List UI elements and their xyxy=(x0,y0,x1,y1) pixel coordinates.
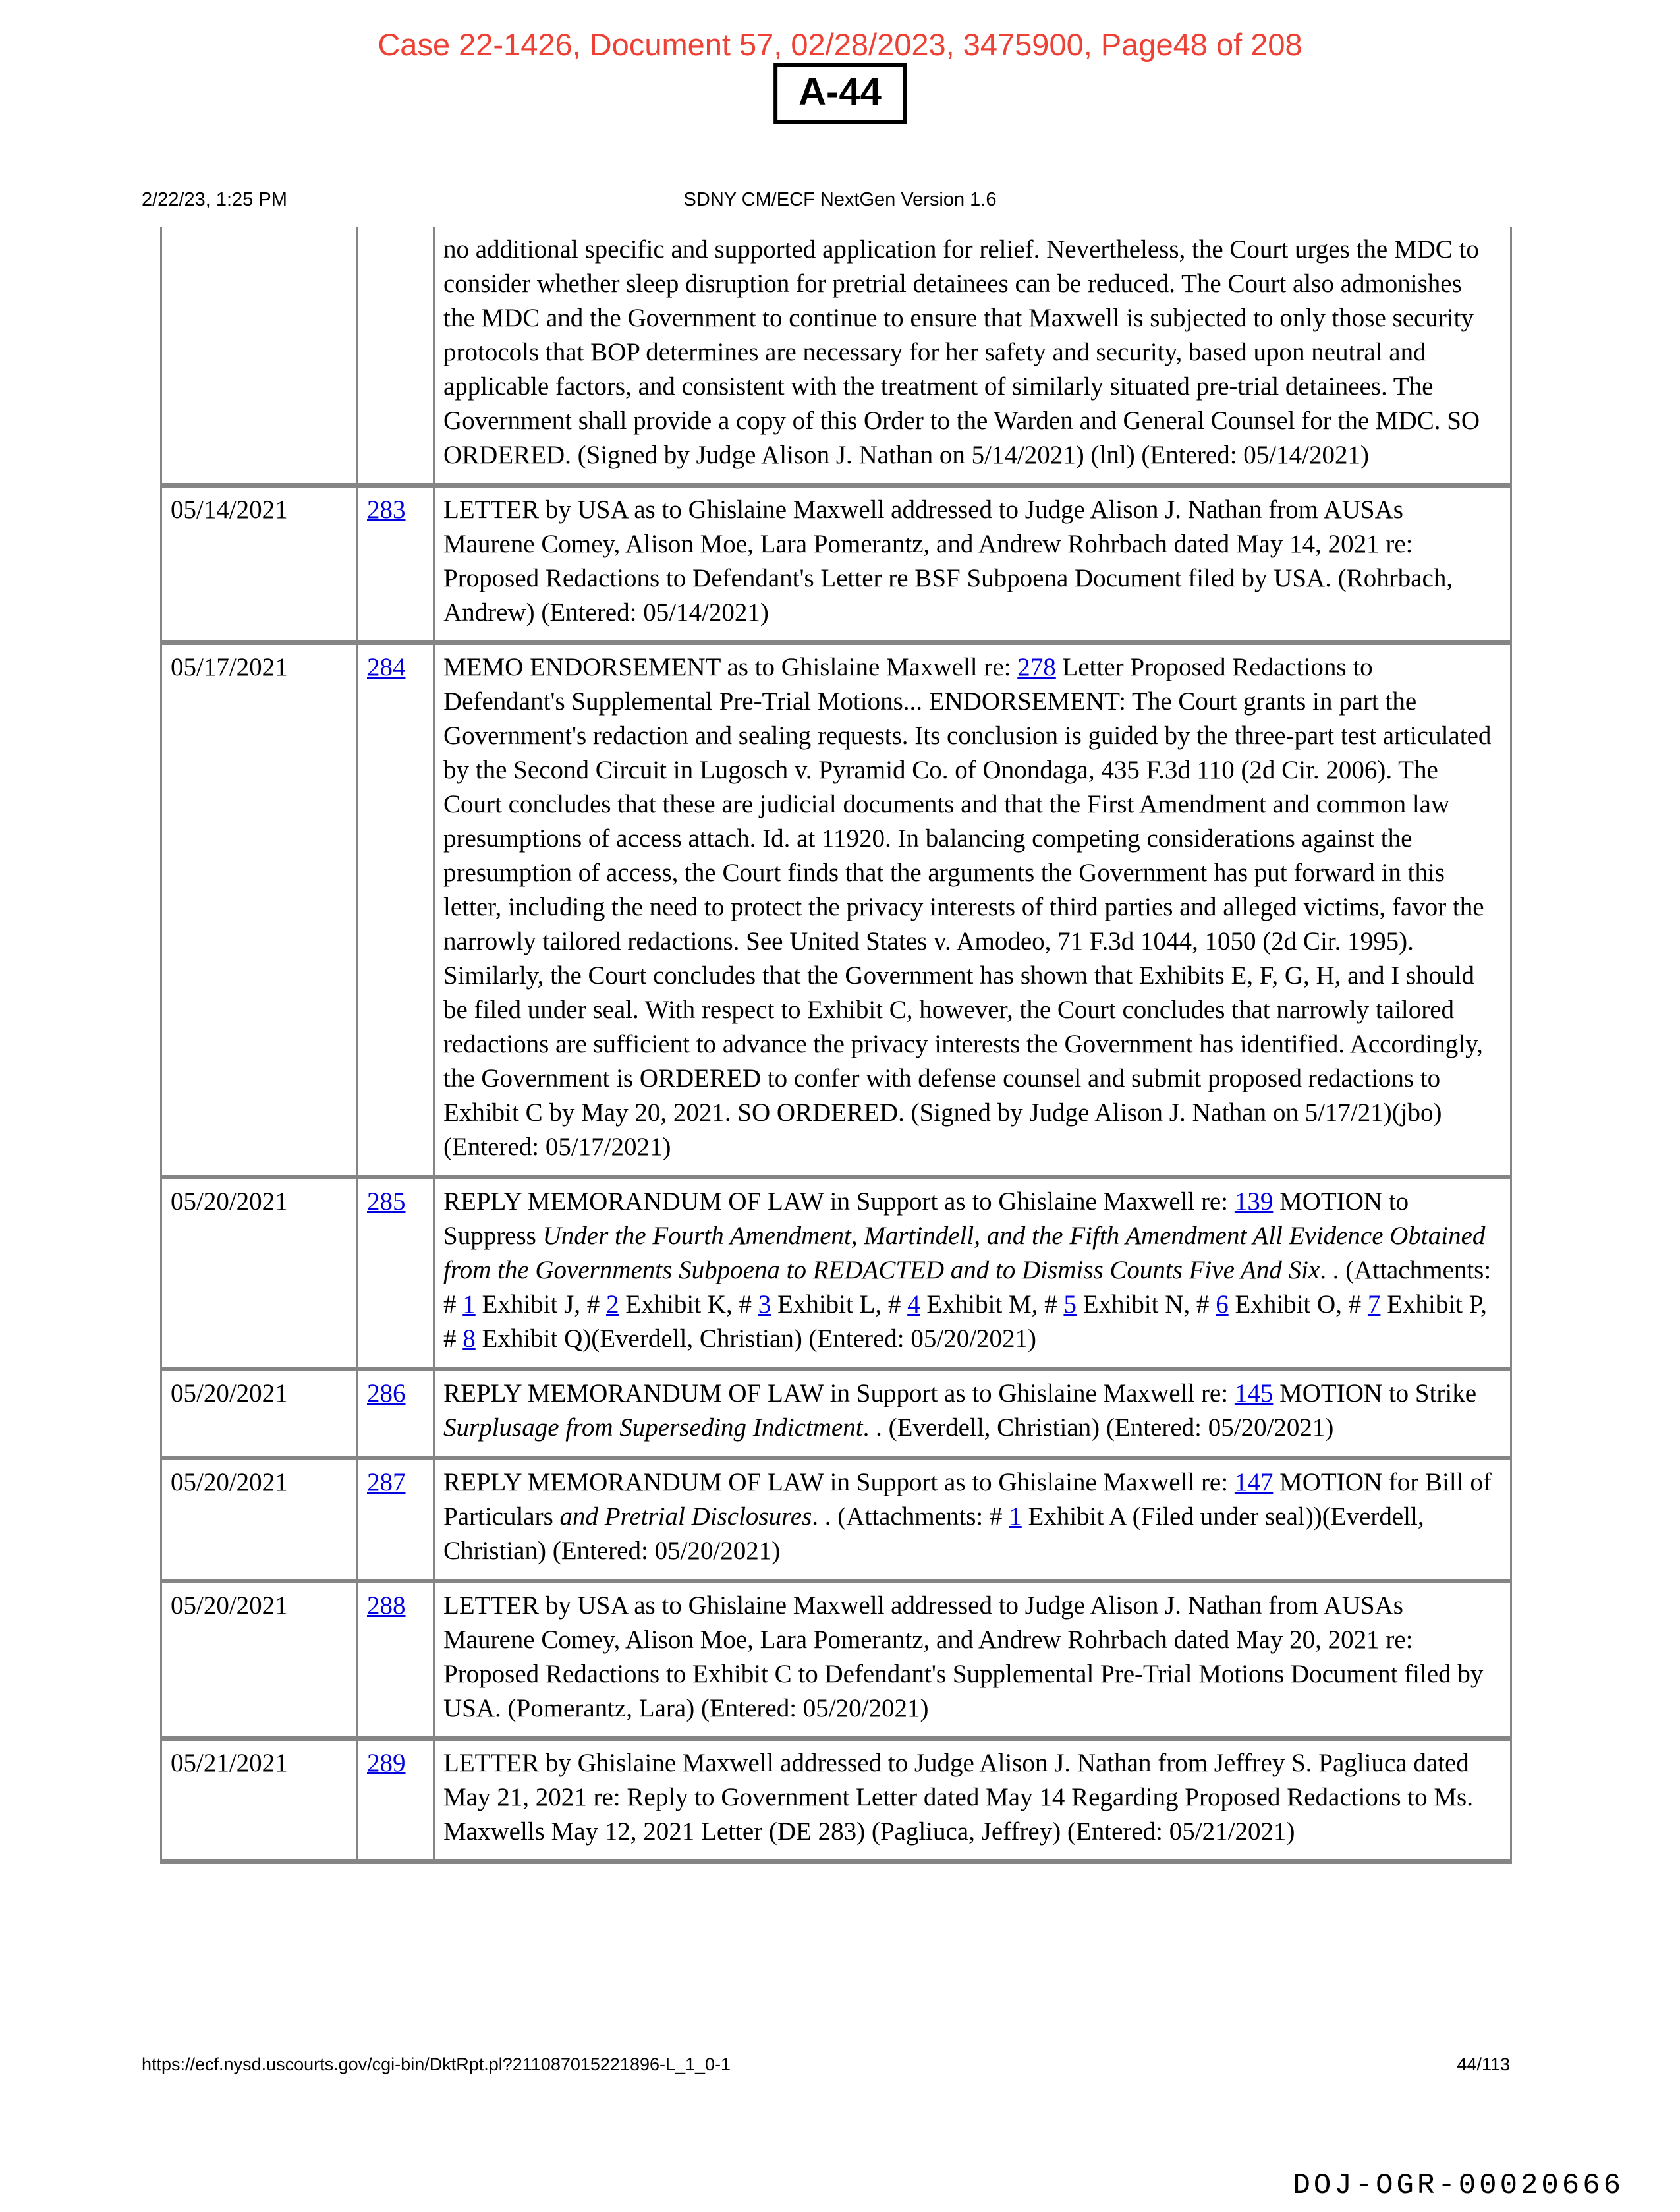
italic-text: Surplusage from Superseding Indictment xyxy=(443,1413,863,1442)
docket-ref-link[interactable]: 1 xyxy=(462,1290,476,1319)
docket-date-cell xyxy=(161,227,358,486)
docket-row xyxy=(161,1177,1511,1369)
docket-ref-link[interactable]: 145 xyxy=(1234,1379,1274,1407)
docket-date-cell: 05/21/2021 xyxy=(161,1739,358,1862)
docket-number-cell xyxy=(358,1739,434,1862)
docket-text-cell: no additional specific and supported application for relief. Nevertheless, the Court urges the MDC to consider whether sleep disruption for pretrial detainees can be reduced. The Court also admonishes the MDC and the Government to continue to ensure that Maxwell is subjected to only those security protocols that BOP determines are necessary for her safety and security, based upon neutral and applicable factors, and consistent with the treatment of similarly situated pre-trial detainees. The Government shall provide a copy of this Order to the Warden and General Counsel for the MDC. SO ORDERED. (Signed by Judge Alison J. Nathan on 5/14/2021) (lnl) (Entered: 05/14/2021) xyxy=(434,227,1511,486)
footer-page-indicator: 44/113 xyxy=(1457,2055,1510,2074)
docket-text-cell: LETTER by USA as to Ghislaine Maxwell addressed to Judge Alison J. Nathan from AUSAs Maurene Comey, Alison Moe, Lara Pomerantz, and Andrew Rohrbach dated May 20, 2021 re: Proposed Redactions to Exhibit C to Defendant's Supplemental Pre-Trial Motions Document filed by USA. (Pomerantz, Lara) (Entered: 05/20/2021) xyxy=(434,1581,1511,1739)
docket-text-cell: MEMO ENDORSEMENT as to Ghislaine Maxwell re: 278 Letter Proposed Redactions to Defendant's Supplemental Pre-Trial Motions... ENDORSEMENT: The Court grants in part the Government's redaction and sealing requests. Its conclusion is guided by the three-part test articulated by the Second Circuit in Lugosch v. Pyramid Co. of Onondaga, 435 F.3d 110 (2d Cir. 2006). The Court concludes that these are judicial documents and that the First Amendment and common law presumptions of access attach. Id. at 11920. In balancing competing considerations against the presumption of access, the Court finds that the arguments the Government has put forward in this letter, including the need to protect the privacy interests of third parties and alleged victims, favor the narrowly tailored redactions. See United States v. Amodeo, 71 F.3d 1044, 1050 (2d Cir. 1995). Similarly, the Court concludes that the Government has shown that Exhibits E, F, G, H, and I should be filed under seal. With respect to Exhibit C, however, the Court concludes that narrowly tailored redactions are sufficient to advance the privacy interests the Government has identified. Accordingly, the Government is ORDERED to confer with defense counsel and submit proposed redactions to Exhibit C by May 20, 2021. SO ORDERED. (Signed by Judge Alison J. Nathan on 5/17/21)(jbo) (Entered: 05/17/2021) xyxy=(434,643,1511,1177)
docket-text-cell: REPLY MEMORANDUM OF LAW in Support as to Ghislaine Maxwell re: 139 MOTION to Suppress Under the Fourth Amendment, Martindell, and the Fifth Amendment All Evidence Obtained from the Governments Subpoena to REDACTED and to Dismiss Counts Five And Six. . (Attachments: # 1 Exhibit J, # 2 Exhibit K, # 3 Exhibit L, # 4 Exhibit M, # 5 Exhibit N, # 6 Exhibit O, # 7 Exhibit P, # 8 Exhibit Q)(Everdell, Christian) (Entered: 05/20/2021) xyxy=(434,1177,1511,1369)
docket-row xyxy=(161,1581,1511,1739)
app-title: SDNY CM/ECF NextGen Version 1.6 xyxy=(683,189,997,210)
docket-date-cell: 05/14/2021 xyxy=(161,486,358,643)
docket-ref-link[interactable]: 2 xyxy=(606,1290,619,1319)
print-timestamp: 2/22/23, 1:25 PM xyxy=(142,189,287,210)
docket-number-link[interactable]: 283 xyxy=(367,496,406,524)
docket-number-link[interactable]: 286 xyxy=(367,1379,406,1407)
docket-number-link[interactable]: 287 xyxy=(367,1468,406,1496)
bates-number: DOJ-OGR-00020666 xyxy=(1293,2169,1624,2202)
docket-number-cell xyxy=(358,643,434,1177)
docket-row xyxy=(161,1458,1511,1581)
docket-ref-link[interactable]: 7 xyxy=(1367,1290,1381,1319)
docket-row xyxy=(161,486,1511,643)
docket-ref-link[interactable]: 147 xyxy=(1234,1468,1274,1496)
docket-ref-link[interactable]: 139 xyxy=(1234,1187,1274,1216)
appendix-page-label-box xyxy=(773,63,907,124)
docket-number-link[interactable]: 285 xyxy=(367,1187,406,1216)
docket-number-link[interactable]: 289 xyxy=(367,1749,406,1777)
docket-row xyxy=(161,643,1511,1177)
docket-text-cell: REPLY MEMORANDUM OF LAW in Support as to Ghislaine Maxwell re: 145 MOTION to Strike Surplusage from Superseding Indictment. . (Everdell, Christian) (Entered: 05/20/2021) xyxy=(434,1369,1511,1458)
docket-text-cell: LETTER by Ghislaine Maxwell addressed to Judge Alison J. Nathan from Jeffrey S. Pagliuca dated May 21, 2021 re: Reply to Government Letter dated May 14 Regarding Proposed Redactions to Ms. Maxwells May 12, 2021 Letter (DE 283) (Pagliuca, Jeffrey) (Entered: 05/21/2021) xyxy=(434,1739,1511,1862)
docket-ref-link[interactable]: 5 xyxy=(1063,1290,1077,1319)
docket-row xyxy=(161,1739,1511,1862)
docket-date-cell: 05/17/2021 xyxy=(161,643,358,1177)
docket-date-cell: 05/20/2021 xyxy=(161,1177,358,1369)
footer-url: https://ecf.nysd.uscourts.gov/cgi-bin/DktRpt.pl?211087015221896-L_1_0-1 xyxy=(142,2055,731,2074)
docket-text-cell: REPLY MEMORANDUM OF LAW in Support as to Ghislaine Maxwell re: 147 MOTION for Bill of Particulars and Pretrial Disclosures. . (Attachments: # 1 Exhibit A (Filed under seal))(Everdell, Christian) (Entered: 05/20/2021) xyxy=(434,1458,1511,1581)
docket-number-link[interactable]: 284 xyxy=(367,653,406,681)
docket-number-cell xyxy=(358,1458,434,1581)
docket-table xyxy=(160,227,1512,1864)
docket-ref-link[interactable]: 6 xyxy=(1216,1290,1229,1319)
docket-number-cell xyxy=(358,486,434,643)
docket-number-cell xyxy=(358,1369,434,1458)
docket-number-link[interactable]: 288 xyxy=(367,1591,406,1620)
docket-number-cell xyxy=(358,1177,434,1369)
appendix-page-label: A-44 xyxy=(798,71,882,113)
docket-row xyxy=(161,1369,1511,1458)
docket-date-cell: 05/20/2021 xyxy=(161,1369,358,1458)
docket-row xyxy=(161,227,1511,486)
docket-ref-link[interactable]: 8 xyxy=(462,1324,476,1353)
docket-date-cell: 05/20/2021 xyxy=(161,1581,358,1739)
italic-text: and Pretrial Disclosures xyxy=(559,1502,812,1531)
case-header-stamp: Case 22-1426, Document 57, 02/28/2023, 3475900, Page48 of 208 xyxy=(378,27,1302,62)
docket-ref-link[interactable]: 278 xyxy=(1017,653,1056,681)
docket-ref-link[interactable]: 4 xyxy=(907,1290,920,1319)
docket-ref-link[interactable]: 3 xyxy=(758,1290,771,1319)
docket-date-cell: 05/20/2021 xyxy=(161,1458,358,1581)
docket-number-cell xyxy=(358,1581,434,1739)
docket-ref-link[interactable]: 1 xyxy=(1009,1502,1022,1531)
docket-text-cell: LETTER by USA as to Ghislaine Maxwell addressed to Judge Alison J. Nathan from AUSAs Maurene Comey, Alison Moe, Lara Pomerantz, and Andrew Rohrbach dated May 14, 2021 re: Proposed Redactions to Defendant's Letter re BSF Subpoena Document filed by USA. (Rohrbach, Andrew) (Entered: 05/14/2021) xyxy=(434,486,1511,643)
italic-text: Under the Fourth Amendment, Martindell, and the Fifth Amendment All Evidence Obtained from the Governments Subpoena to REDACTED and to Dismiss Counts Five And Six xyxy=(443,1222,1486,1284)
docket-number-cell xyxy=(358,227,434,486)
